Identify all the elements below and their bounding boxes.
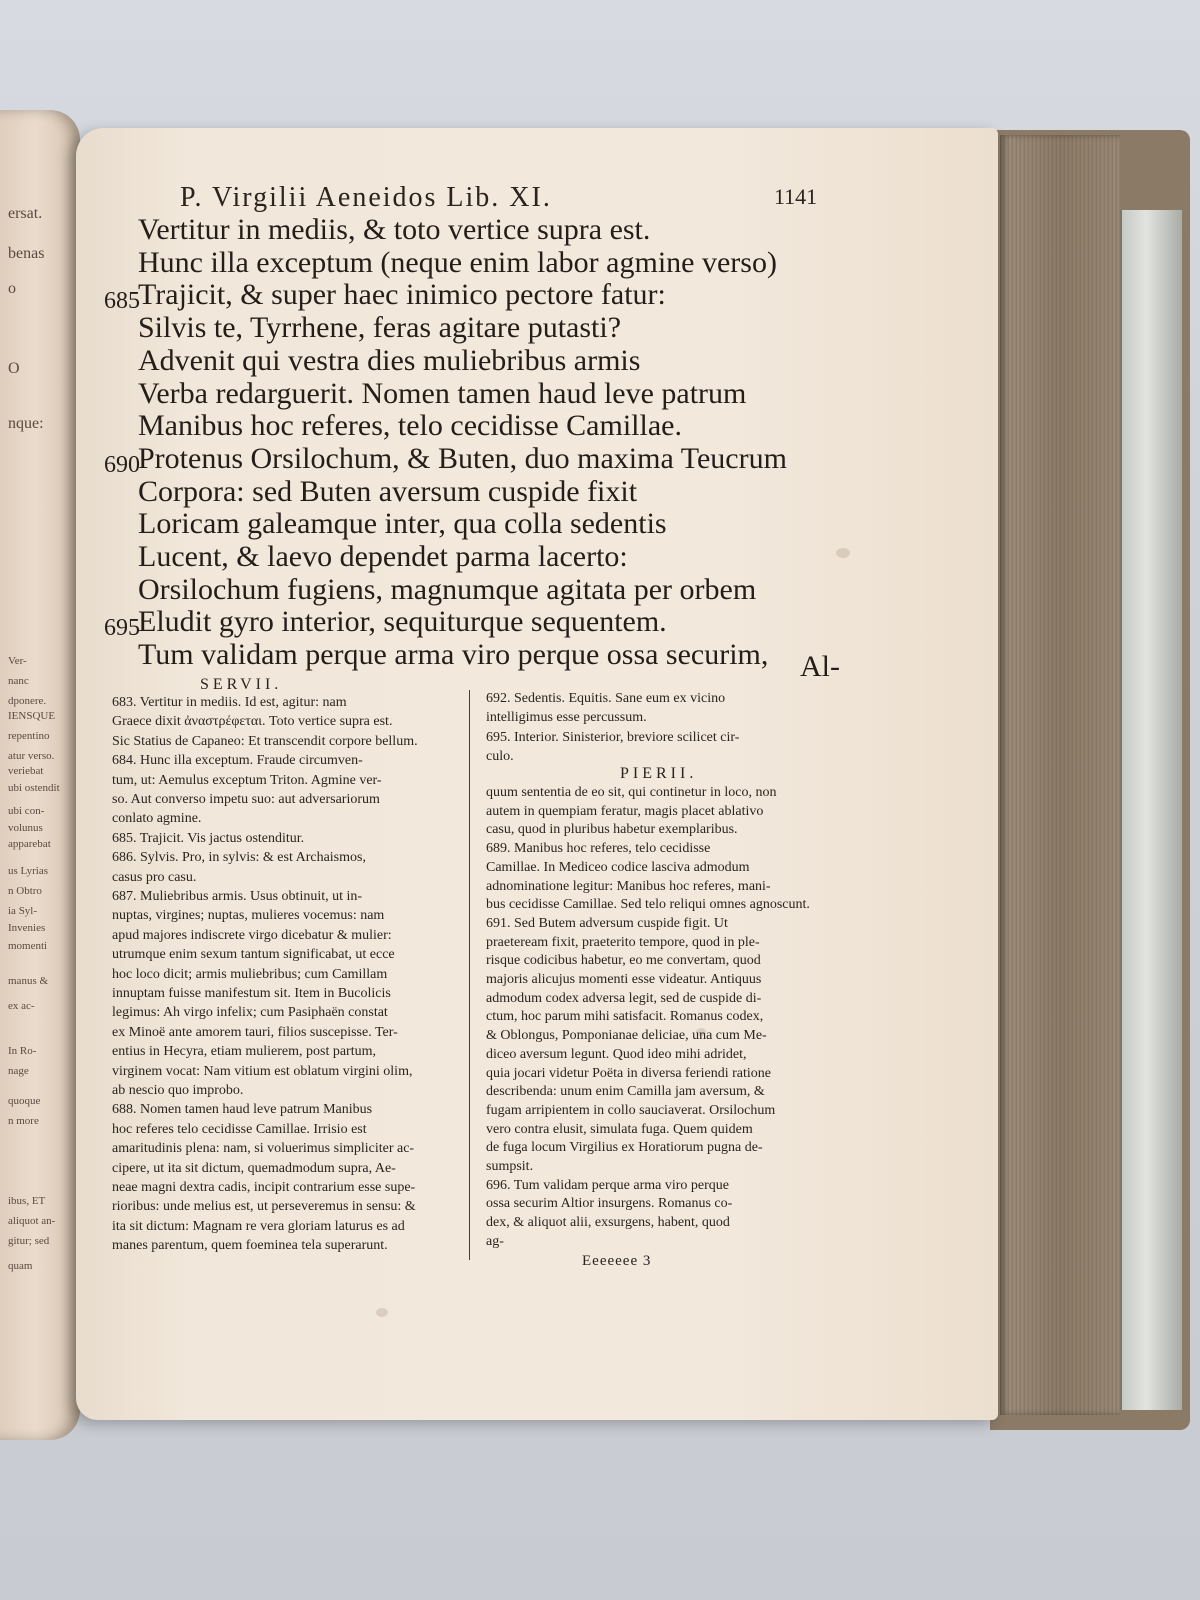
left-page-fragment: o xyxy=(8,280,16,297)
page-number: 1141 xyxy=(774,184,818,209)
line-number: 690 xyxy=(104,452,140,478)
commentary-line: entius in Hecyra, etiam mulierem, post partum, xyxy=(112,1044,376,1059)
commentary-line: 684. Hunc illa exceptum. Fraude circumven- xyxy=(112,753,363,768)
left-page-fragment: nanc xyxy=(8,675,29,687)
commentary-line: neae magni dextra cadis, incipit contrarium esse supe- xyxy=(112,1180,416,1195)
commentary-line: casu, quod in pluribus habetur exemplaribus. xyxy=(486,822,738,837)
verse-line: Advenit qui vestra dies muliebribus armis xyxy=(138,344,641,377)
commentary-line: 689. Manibus hoc referes, telo cecidisse xyxy=(486,841,711,856)
left-page-fragment: momenti xyxy=(8,940,48,952)
verse-line: Tum validam perque arma viro perque ossa securim, xyxy=(138,638,769,671)
servii-heading: SERVII. xyxy=(200,676,283,693)
commentary-line: 687. Muliebribus armis. Usus obtinuit, ut in- xyxy=(112,889,363,904)
commentary-line: intelligimus esse percussum. xyxy=(486,710,647,725)
left-page-fragment: gitur; sed xyxy=(8,1235,50,1247)
commentary-line: hoc loco dicit; armis muliebribus; cum Camillam xyxy=(112,967,388,982)
verse-line: Orsilochum fugiens, magnumque agitata per orbem xyxy=(138,573,757,606)
commentary-line: vero contra elusit, simulata fuga. Quem quidem xyxy=(486,1122,753,1137)
commentary-line: de fuga locum Virgilius ex Horatiorum pugna de- xyxy=(486,1140,763,1155)
commentary-line: amaritudinis plena: nam, si voluerimus simpliciter ac- xyxy=(112,1141,415,1156)
commentary-line: 683. Vertitur in mediis. Id est, agitur: nam xyxy=(112,695,347,710)
commentary-line: 695. Interior. Sinisterior, breviore scilicet cir- xyxy=(486,730,740,745)
commentary-line: ex Minoë ante amorem tauri, filios suscepisse. Ter- xyxy=(112,1025,398,1040)
left-page-fragment: manus & xyxy=(8,975,49,987)
foxing-spot xyxy=(376,1308,388,1317)
verse-line: Silvis te, Tyrrhene, feras agitare putasti? xyxy=(138,311,622,344)
commentary-line: & Oblongus, Pomponianae deliciae, una cum Me- xyxy=(486,1028,767,1043)
commentary-line: so. Aut converso impetu suo: aut adversariorum xyxy=(112,792,380,807)
commentary-line: ita sit dictum: Magnam re vera gloriam laturus es ad xyxy=(112,1219,405,1234)
commentary-line: quum sententia de eo sit, qui continetur in loco, non xyxy=(486,785,777,800)
commentary-line: hoc referes telo cecidisse Camillae. Irrisio est xyxy=(112,1122,367,1137)
catchword: Al- xyxy=(800,650,840,683)
left-page-fragment: In Ro- xyxy=(8,1045,37,1057)
left-page-fragment: Invenies xyxy=(8,922,46,934)
left-page-fragment: IENSQUE xyxy=(8,710,56,722)
left-page-fragment: apparebat xyxy=(8,838,51,850)
verse-line: Verba redarguerit. Nomen tamen haud leve patrum xyxy=(138,377,747,410)
verse-line: Eludit gyro interior, sequiturque sequentem. xyxy=(138,605,667,638)
commentary-line: 685. Trajicit. Vis jactus ostenditur. xyxy=(112,831,305,846)
line-number: 695 xyxy=(104,615,140,641)
commentary-line: apud majores indiscrete virgo dicebatur & mulier: xyxy=(112,928,392,943)
left-page-fragment: dponere. xyxy=(8,695,47,707)
header-title: P. Virgilii Aeneidos Lib. XI. xyxy=(180,182,552,213)
commentary-line: dex, & aliquot alii, exsurgens, habent, quod xyxy=(486,1215,730,1230)
foxing-spot xyxy=(836,548,850,558)
page-edge xyxy=(1000,135,1120,1415)
left-page-fragment: repentino xyxy=(8,730,50,742)
left-page-fragment: ibus, ET xyxy=(8,1195,46,1207)
commentary-line: culo. xyxy=(486,749,514,764)
commentary-line: 696. Tum validam perque arma viro perque xyxy=(486,1178,730,1193)
commentary-line: 691. Sed Butem adversum cuspide figit. Ut xyxy=(486,916,728,931)
commentary-line: conlato agmine. xyxy=(112,811,202,826)
pierii-heading: PIERII. xyxy=(620,765,698,782)
left-page-fragment: ia Syl- xyxy=(8,905,38,917)
commentary-line: manes parentum, quem foeminea tela superarunt. xyxy=(112,1238,388,1253)
left-page-fragment: quoque xyxy=(8,1095,41,1107)
commentary-line: sumpsit. xyxy=(486,1159,534,1174)
commentary-line: quia jocari videtur Poëta in diversa feriendi ratione xyxy=(486,1066,771,1081)
left-page-fragment: ersat. xyxy=(8,205,43,222)
commentary-line: tum, ut: Aemulus exceptum Triton. Agmine ver- xyxy=(112,773,382,788)
commentary-line: utrumque enim sexum tantum significabat, ut ecce xyxy=(112,947,395,962)
commentary-line: ossa securim Altior insurgens. Romanus co- xyxy=(486,1196,733,1211)
commentary-line: ab nescio quo improbo. xyxy=(112,1083,244,1098)
verse-line: Trajicit, & super haec inimico pectore fatur: xyxy=(138,278,666,311)
left-page-fragment: ubi ostendit xyxy=(8,782,60,794)
commentary-line: 686. Sylvis. Pro, in sylvis: & est Archaismos, xyxy=(112,850,366,865)
commentary-line: diceo aversum legunt. Quod ideo mihi adridet, xyxy=(486,1047,747,1062)
commentary-line: virginem vocat: Nam vitium est oblatum virgini olim, xyxy=(112,1064,413,1079)
commentary-line: praeteream fixit, praeterito tempore, quod in ple- xyxy=(486,935,760,950)
left-page-fragment: quam xyxy=(8,1260,33,1272)
verse-line: Vertitur in mediis, & toto vertice supra est. xyxy=(138,213,651,246)
commentary-line: describenda: unum enim Camilla jam aversum, & xyxy=(486,1084,765,1099)
verse-line: Loricam galeamque inter, qua colla sedentis xyxy=(138,507,667,540)
verse-line: Manibus hoc referes, telo cecidisse Camillae. xyxy=(138,409,682,442)
cover-edge xyxy=(1120,210,1182,1410)
commentary-line: adnominatione legitur: Manibus hoc referes, mani- xyxy=(486,879,771,894)
left-page-fragment: ubi con- xyxy=(8,805,45,817)
commentary-line: admodum codex adversa legit, sed de cuspide di- xyxy=(486,991,762,1006)
left-page-fragment: n more xyxy=(8,1115,39,1127)
commentary-line: ag- xyxy=(486,1234,504,1249)
left-page-fragment: us Lyrias xyxy=(8,865,49,877)
verse-line: Hunc illa exceptum (neque enim labor agmine verso) xyxy=(138,246,777,279)
commentary-line: ctum, hoc parum mihi satisfacit. Romanus codex, xyxy=(486,1009,764,1024)
commentary-line: cipere, ut ita sit dictum, quemadmodum supra, Ae- xyxy=(112,1161,396,1176)
left-page-fragment: O xyxy=(8,360,20,377)
left-page-fragment: n Obtro xyxy=(8,885,42,897)
commentary-line: risque codicibus habetur, eo me convertam, quod xyxy=(486,953,761,968)
left-page-fragment: atur verso. xyxy=(8,750,55,762)
commentary-line: Camillae. In Mediceo codice lasciva admodum xyxy=(486,860,750,875)
left-page-fragment: benas xyxy=(8,245,45,262)
left-page-fragment: nage xyxy=(8,1065,29,1077)
column-divider xyxy=(469,690,470,1260)
verse-line: Protenus Orsilochum, & Buten, duo maxima Teucrum xyxy=(138,442,787,475)
commentary-line: Graece dixit ἀναστρέφεται. Toto vertice supra est. xyxy=(112,714,393,729)
left-page-fragment: Ver- xyxy=(8,655,27,667)
commentary-line: nuptas, virgines; nuptas, mulieres vocemus: nam xyxy=(112,908,385,923)
left-page-fragment: ex ac- xyxy=(8,1000,35,1012)
commentary-line: 692. Sedentis. Equitis. Sane eum ex vicino xyxy=(486,691,726,706)
commentary-line: innuptam fuisse manifestum sit. Item in Bucolicis xyxy=(112,986,391,1001)
commentary-line: Sic Statius de Capaneo: Et transcendit corpore bellum. xyxy=(112,734,418,749)
verse-line: Corpora: sed Buten aversum cuspide fixit xyxy=(138,475,638,508)
verse-line: Lucent, & laevo dependet parma lacerto: xyxy=(138,540,628,573)
left-page-fragment: veriebat xyxy=(8,765,44,777)
commentary-line: casus pro casu. xyxy=(112,870,197,885)
commentary-line: majoris alicujus momenti esse videatur. Antiquus xyxy=(486,972,762,987)
left-page-fragment: volunus xyxy=(8,822,43,834)
commentary-line: bus cecidisse Camillae. Sed telo reliqui omnes agnoscunt. xyxy=(486,897,810,912)
commentary-line: legimus: Ah virgo infelix; cum Pasiphaën constat xyxy=(112,1005,388,1020)
commentary-line: fugam arripientem in collo sauciaverat. Orsilochum xyxy=(486,1103,776,1118)
commentary-line: autem in quempiam feratur, magis placet ablativo xyxy=(486,804,764,819)
signature-mark: Eeeeeee 3 xyxy=(582,1253,652,1269)
commentary-line: rioribus: unde melius est, ut perseveremus in sensu: & xyxy=(112,1199,416,1214)
line-number: 685 xyxy=(104,288,140,314)
commentary-line: 688. Nomen tamen haud leve patrum Manibus xyxy=(112,1102,373,1117)
left-page-fragment: aliquot an- xyxy=(8,1215,56,1227)
left-page-fragment: nque: xyxy=(8,415,44,432)
left-page xyxy=(0,110,80,1440)
